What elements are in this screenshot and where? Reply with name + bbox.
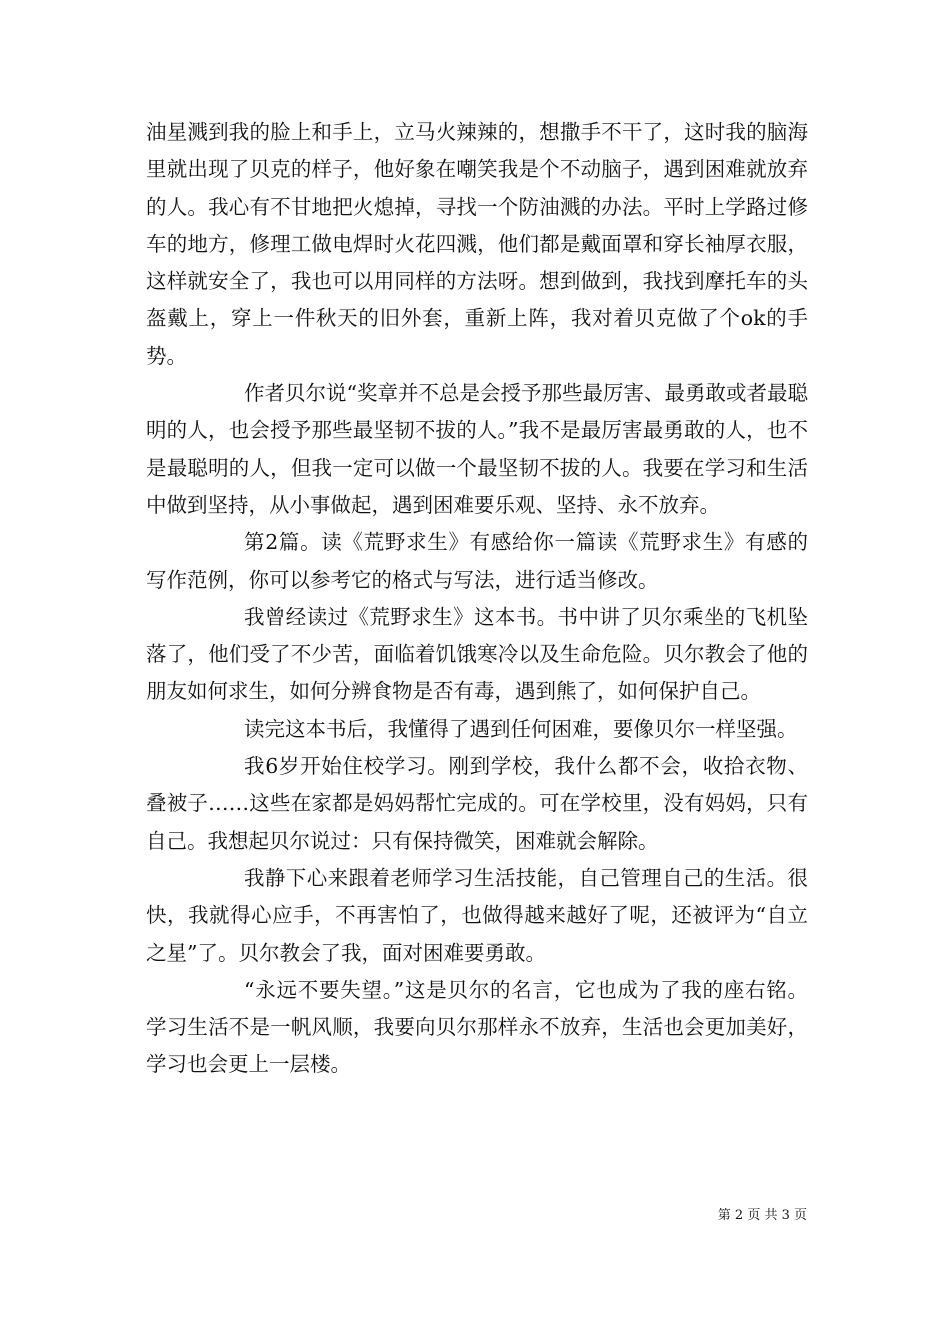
document-body	[146, 114, 808, 1084]
paragraph-quote-bell: 作者贝尔说“奖章并不总是会授予那些最厉害、最勇敢或者最聪明的人，也会授予那些最坚韧不拔的人。”我不是最厉害最勇敢的人，也不是最聪明的人，但我一定可以做一个最坚韧不拔的人。我要在学习和生活中做到坚持，从小事做起，遇到困难要乐观、坚持、永不放弃。	[146, 381, 808, 517]
paragraph-section-heading: 第2篇。读《荒野求生》有感给你一篇读《荒野求生》有感的写作范例，你可以参考它的格式与写法，进行适当修改。	[146, 530, 808, 592]
page-number-footer: 第 2 页 共 3 页	[717, 1208, 807, 1223]
paragraph-self-reliance: 我静下心来跟着老师学习生活技能，自己管理自己的生活。很快，我就得心应手，不再害怕了，也做得越来越好了呢，还被评为“自立之星”了。贝尔教会了我，面对困难要勇敢。	[146, 865, 808, 965]
paragraph-motto: “永远不要失望。”这是贝尔的名言，它也成为了我的座右铭。学习生活不是一帆风顺，我要向贝尔那样永不放弃，生活也会更加美好，学习也会更上一层楼。	[146, 977, 808, 1077]
paragraph-book-summary: 我曾经读过《荒野求生》这本书。书中讲了贝尔乘坐的飞机坠落了，他们受了不少苦，面临着饥饿寒冷以及生命危险。贝尔教会了他的朋友如何求生，如何分辨食物是否有毒，遇到熊了，如何保护自己。	[146, 604, 808, 704]
paragraph-continuation: 油星溅到我的脸上和手上，立马火辣辣的，想撒手不干了，这时我的脑海里就出现了贝克的样子，他好象在嘲笑我是个不动脑子，遇到困难就放弃的人。我心有不甘地把火熄掉，寻找一个防油溅的办法。平时上学路过修车的地方，修理工做电焊时火花四溅，他们都是戴面罩和穿长袖厚衣服，这样就安全了，我也可以用同样的方法呀。想到做到，我找到摩托车的头盔戴上，穿上一件秋天的旧外套，重新上阵，我对着贝克做了个ok的手势。	[146, 120, 808, 368]
paragraph-boarding-school: 我6岁开始住校学习。刚到学校，我什么都不会，收拾衣物、叠被子……这些在家都是妈妈帮忙完成的。可在学校里，没有妈妈，只有自己。我想起贝尔说过：只有保持微笑，困难就会解除。	[146, 754, 808, 853]
paragraph-lesson: 读完这本书后，我懂得了遇到任何困难，要像贝尔一样坚强。	[244, 716, 798, 741]
